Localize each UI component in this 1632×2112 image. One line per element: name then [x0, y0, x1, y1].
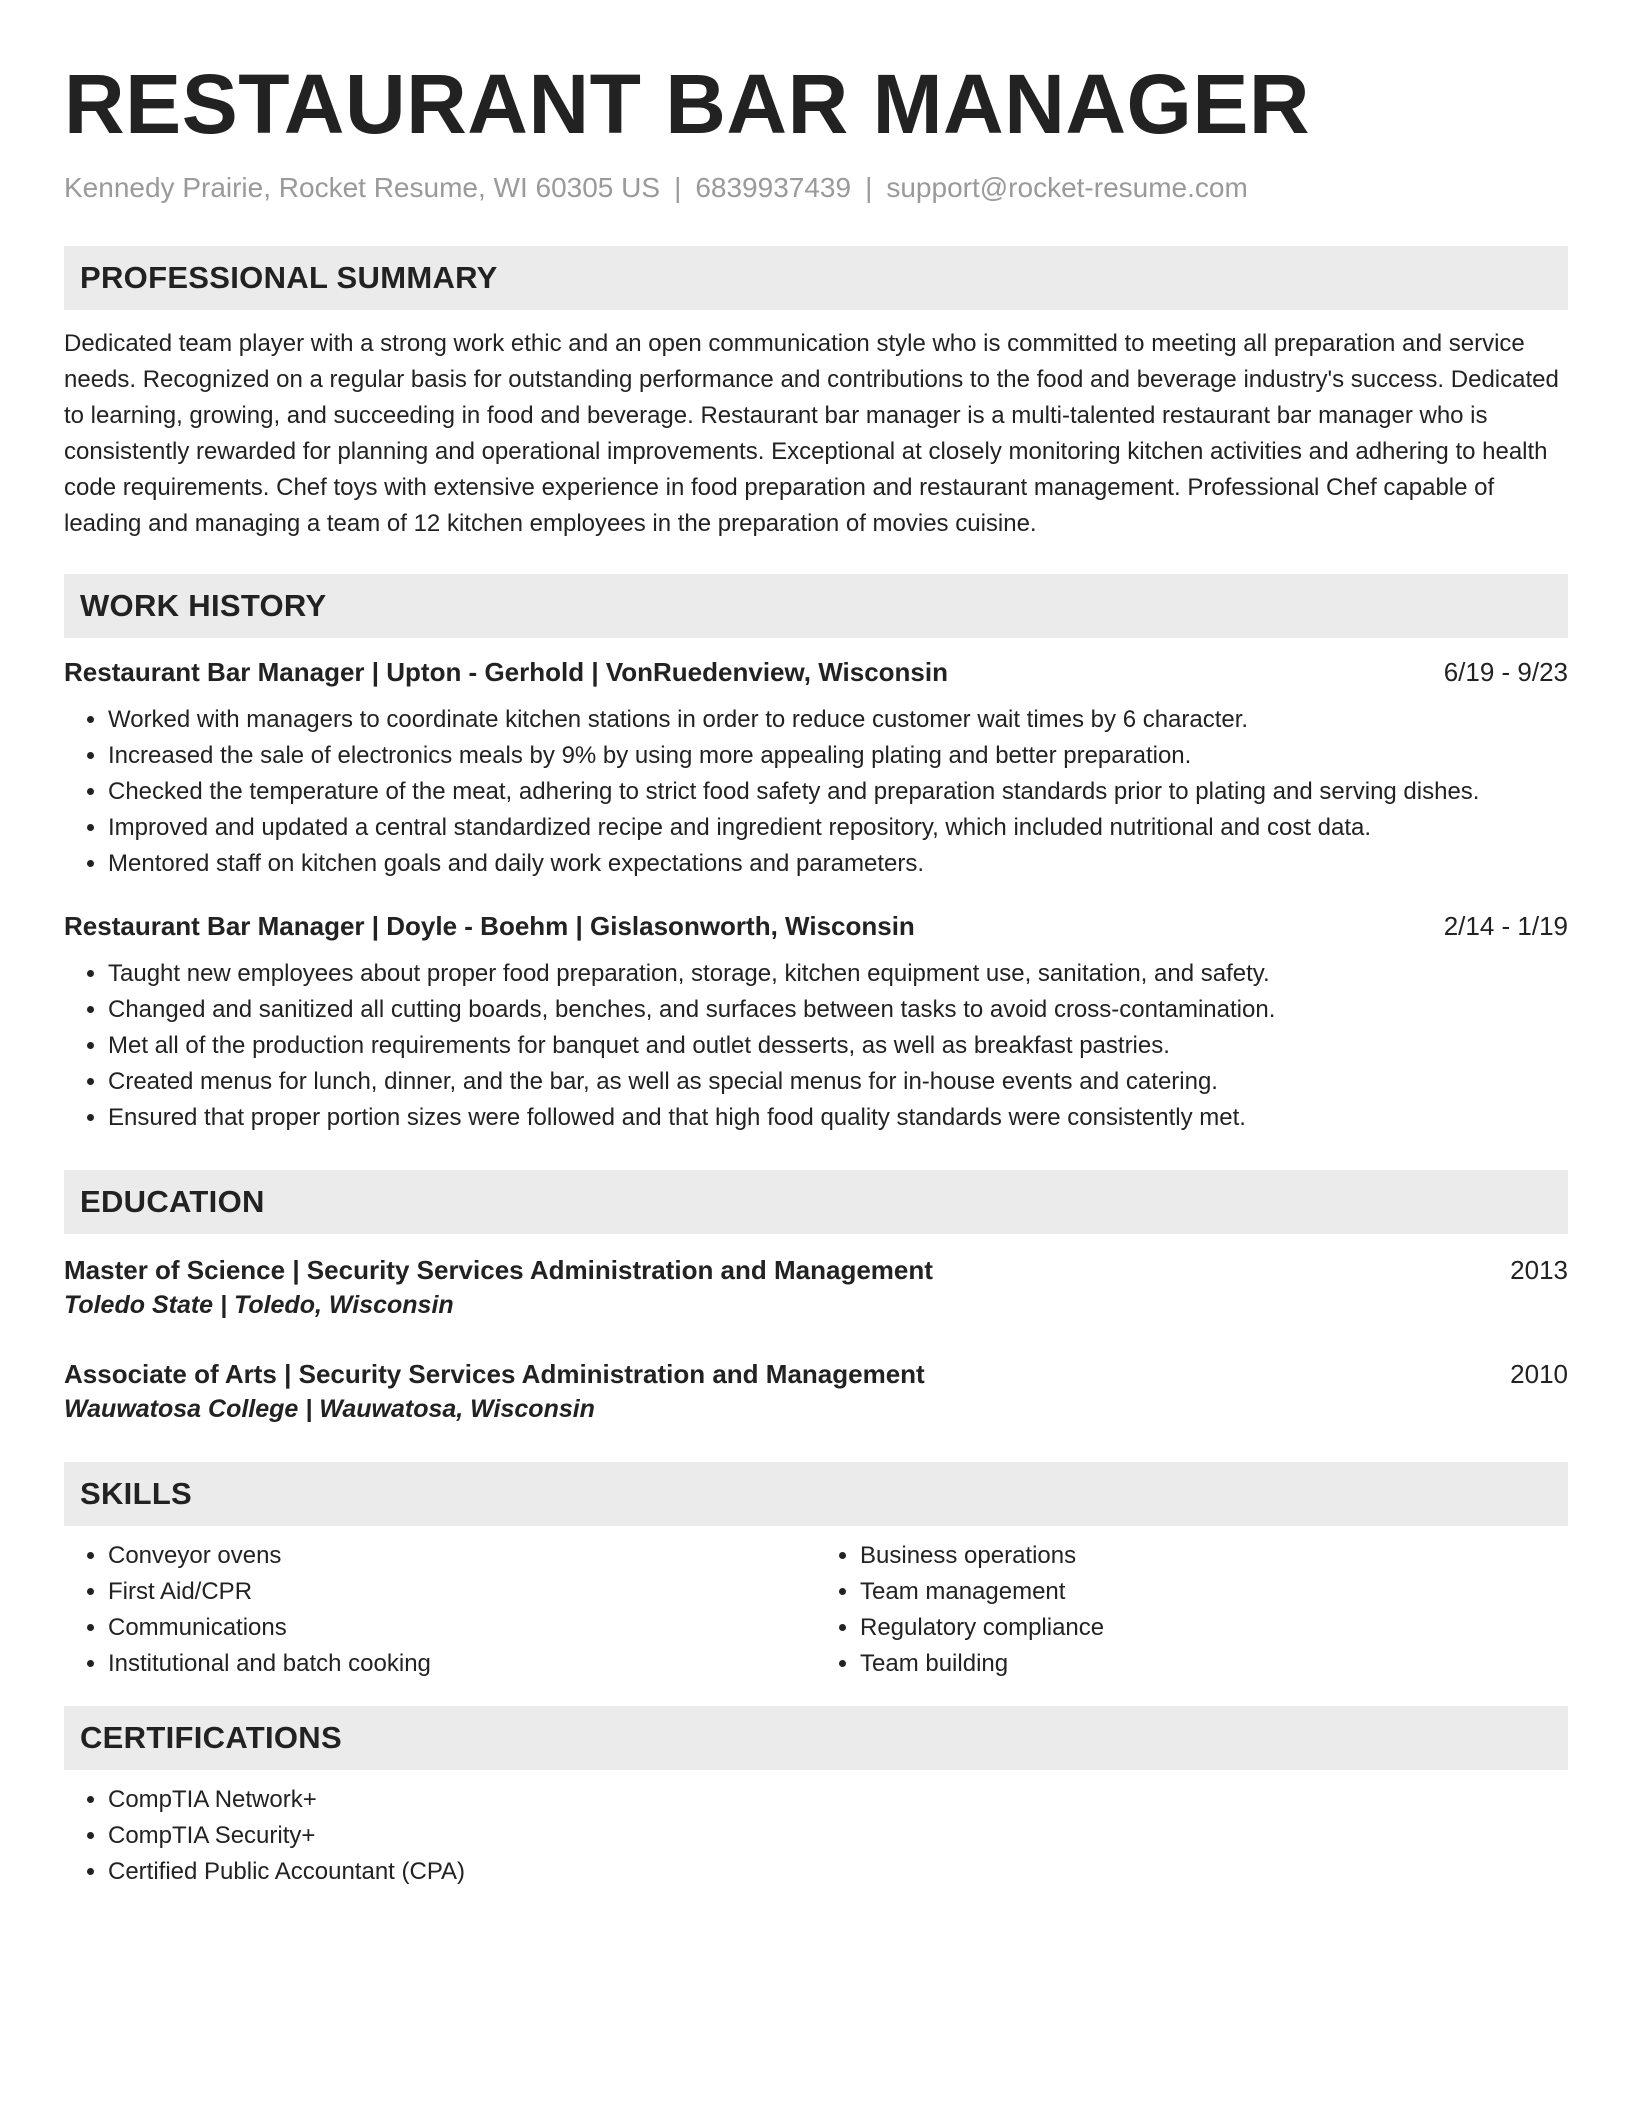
job-duties-list [64, 702, 1568, 882]
list-item: • Communications [108, 1610, 816, 1646]
list-item: • Created menus for lunch, dinner, and the bar, as well as special menus for in-house events and catering. [108, 1064, 1568, 1100]
list-item: • First Aid/CPR [108, 1574, 816, 1610]
job-entry [64, 908, 1568, 1136]
contact-separator: | [674, 172, 682, 203]
skills-list [64, 1538, 816, 1682]
education-header [64, 1252, 1568, 1288]
certifications-heading: CERTIFICATIONS [64, 1706, 1568, 1770]
work-history-heading: WORK HISTORY [64, 574, 1568, 638]
education-entry [64, 1252, 1568, 1322]
job-duties-list [64, 956, 1568, 1136]
job-dates: 6/19 - 9/23 [1443, 657, 1568, 687]
list-item: • CompTIA Security+ [108, 1818, 1568, 1854]
contact-separator: | [865, 172, 873, 203]
education-header [64, 1356, 1568, 1392]
list-item: • Certified Public Accountant (CPA) [108, 1854, 1568, 1890]
education-heading: EDUCATION [64, 1170, 1568, 1234]
list-item: • Met all of the production requirements for banquet and outlet desserts, as well as breakfast pastries. [108, 1028, 1568, 1064]
contact-phone: 6839937439 [695, 172, 852, 203]
list-item: • Team building [860, 1646, 1568, 1682]
list-item: • Checked the temperature of the meat, adhering to strict food safety and preparation standards prior to plating and serving dishes. [108, 774, 1568, 810]
list-item: • Worked with managers to coordinate kitchen stations in order to reduce customer wait times by 6 character. [108, 702, 1568, 738]
education-entry [64, 1356, 1568, 1426]
job-entry [64, 654, 1568, 882]
list-item: • Business operations [860, 1538, 1568, 1574]
job-title: Restaurant Bar Manager | Doyle - Boehm | Gislasonworth, Wisconsin [64, 911, 915, 941]
job-header [64, 654, 1568, 690]
job-header [64, 908, 1568, 944]
contact-address: Kennedy Prairie, Rocket Resume, WI 60305 US [64, 172, 661, 203]
skills-column-left [64, 1538, 816, 1682]
list-item: • Institutional and batch cooking [108, 1646, 816, 1682]
skills-list [816, 1538, 1568, 1682]
list-item: • CompTIA Network+ [108, 1782, 1568, 1818]
job-title: Restaurant Bar Manager | Upton - Gerhold | VonRuedenview, Wisconsin [64, 657, 948, 687]
summary-text: Dedicated team player with a strong work ethic and an open communication style who is committed to meeting all preparation and service needs. Recognized on a regular basis for outstanding performance and contributions to the food and beverage industry's success. Dedicated to learning, growing, and succeeding in food and beverage. Restaurant bar manager is a multi-talented restaurant bar manager who is consistently rewarded for planning and operational improvements. Exceptional at closely monitoring kitchen activities and adhering to health code requirements. Chef toys with extensive experience in food preparation and restaurant management. Professional Chef capable of leading and managing a team of 12 kitchen employees in the preparation of movies cuisine. [64, 330, 1559, 537]
job-dates: 2/14 - 1/19 [1443, 911, 1568, 941]
list-item: • Taught new employees about proper food preparation, storage, kitchen equipment use, sanitation, and safety. [108, 956, 1568, 992]
list-item: • Increased the sale of electronics meals by 9% by using more appealing plating and better preparation. [108, 738, 1568, 774]
degree-title: Associate of Arts | Security Services Administration and Management [64, 1359, 925, 1389]
list-item: • Mentored staff on kitchen goals and daily work expectations and parameters. [108, 846, 1568, 882]
school-name: Wauwatosa College | Wauwatosa, Wisconsin [64, 1395, 595, 1423]
list-item: • Improved and updated a central standardized recipe and ingredient repository, which included nutritional and cost data. [108, 810, 1568, 846]
degree-title: Master of Science | Security Services Administration and Management [64, 1255, 933, 1285]
list-item: • Ensured that proper portion sizes were followed and that high food quality standards were consistently met. [108, 1100, 1568, 1136]
graduation-year: 2010 [1510, 1359, 1568, 1389]
certifications-list [64, 1782, 1568, 1890]
contact-line [64, 170, 1568, 206]
school-name: Toledo State | Toledo, Wisconsin [64, 1291, 454, 1319]
skills-column-right [816, 1538, 1568, 1682]
summary-heading: PROFESSIONAL SUMMARY [64, 246, 1568, 310]
list-item: • Team management [860, 1574, 1568, 1610]
resume-title: RESTAURANT BAR MANAGER [64, 57, 1311, 151]
list-item: • Changed and sanitized all cutting boards, benches, and surfaces between tasks to avoid cross-contamination. [108, 992, 1568, 1028]
graduation-year: 2013 [1510, 1255, 1568, 1285]
list-item: • Conveyor ovens [108, 1538, 816, 1574]
contact-email: support@rocket-resume.com [886, 172, 1248, 203]
list-item: • Regulatory compliance [860, 1610, 1568, 1646]
skills-heading: SKILLS [64, 1462, 1568, 1526]
skills-grid [64, 1538, 1568, 1682]
